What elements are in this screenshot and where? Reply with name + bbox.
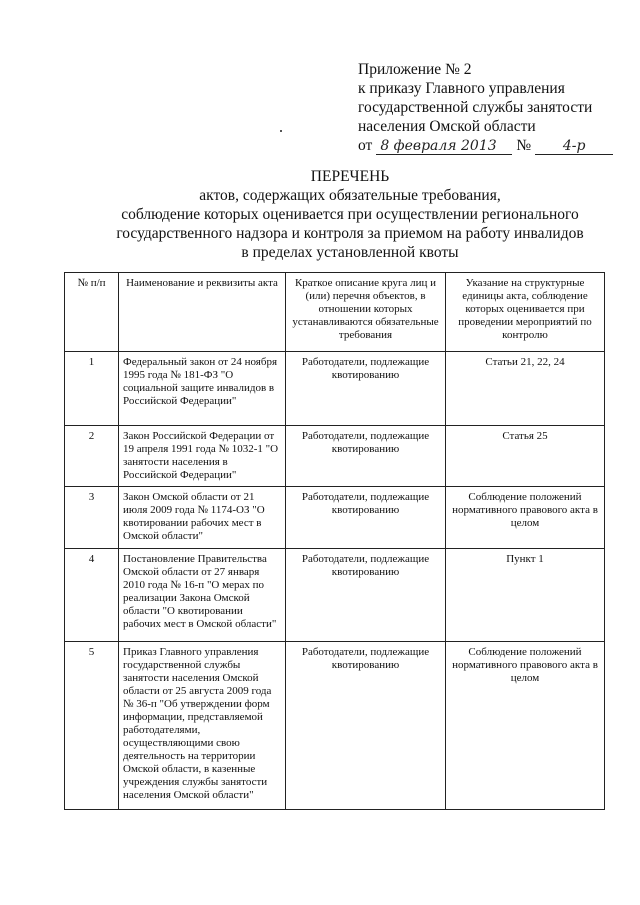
- appendix-number: Приложение № 2: [358, 61, 472, 78]
- table-row: [65, 549, 605, 642]
- stray-mark: [280, 130, 282, 132]
- handwritten-date: 8 февраля 2013: [376, 138, 512, 155]
- row-units: Статья 25: [446, 426, 605, 487]
- table-row: [65, 352, 605, 426]
- row-units: Статьи 21, 22, 24: [446, 352, 605, 426]
- appendix-region-line: населения Омской области: [358, 118, 536, 135]
- row-units: Соблюдение положений нормативного правового акта в целом: [446, 642, 605, 810]
- row-number: 2: [65, 426, 119, 487]
- appendix-header: [358, 60, 628, 155]
- row-act: Закон Омской области от 21 июля 2009 года № 1174-ОЗ "О квотировании рабочих мест в Омской области": [119, 487, 286, 549]
- row-number: 3: [65, 487, 119, 549]
- title-line-3: государственного надзора и контроля за приемом на работу инвалидов: [116, 225, 584, 242]
- row-subjects: Работодатели, подлежащие квотированию: [286, 352, 446, 426]
- row-act: Приказ Главного управления государственной службы занятости населения Омской области от 25 августа 2009 года № 36-п "Об утверждении форм информации, представляемой работодателями, осуществляющими свою деятельность на территории Омской области, в казенные учреждения службы занятости населения Омской области": [119, 642, 286, 810]
- order-date-line: [358, 136, 628, 155]
- title-line-2: соблюдение которых оценивается при осуществлении регионального: [121, 206, 579, 223]
- header-number: № п/п: [65, 273, 119, 352]
- row-subjects: Работодатели, подлежащие квотированию: [286, 487, 446, 549]
- row-number: 5: [65, 642, 119, 810]
- appendix-order-line: к приказу Главного управления: [358, 80, 565, 97]
- row-units: Пункт 1: [446, 549, 605, 642]
- row-subjects: Работодатели, подлежащие квотированию: [286, 426, 446, 487]
- handwritten-number: 4-р: [535, 138, 613, 155]
- appendix-agency-line: государственной службы занятости: [358, 99, 593, 116]
- title-line-1: актов, содержащих обязательные требования,: [199, 187, 501, 204]
- header-act-name: Наименование и реквизиты акта: [119, 273, 286, 352]
- from-label: от: [358, 137, 373, 154]
- row-units: Соблюдение положений нормативного правового акта в целом: [446, 487, 605, 549]
- row-act: Федеральный закон от 24 ноября 1995 года № 181-ФЗ "О социальной защите инвалидов в Российской Федерации": [119, 352, 286, 426]
- row-act: Постановление Правительства Омской области от 27 января 2010 года № 16-п "О мерах по реализации Закона Омской области "О квотировании рабочих мест в Омской области": [119, 549, 286, 642]
- header-units: Указание на структурные единицы акта, соблюдение которых оценивается при проведении мероприятий по контролю: [446, 273, 605, 352]
- header-subjects: Краткое описание круга лиц и (или) перечня объектов, в отношении которых устанавливаются обязательные требования: [286, 273, 446, 352]
- table-header-row: [65, 273, 605, 352]
- row-number: 4: [65, 549, 119, 642]
- table-row: [65, 426, 605, 487]
- number-label: №: [516, 137, 532, 154]
- row-act: Закон Российской Федерации от 19 апреля 1991 года № 1032-1 "О занятости населения в Российской Федерации": [119, 426, 286, 487]
- row-number: 1: [65, 352, 119, 426]
- acts-table: [64, 272, 605, 810]
- row-subjects: Работодатели, подлежащие квотированию: [286, 549, 446, 642]
- table-row: [65, 642, 605, 810]
- document-title: [60, 167, 640, 262]
- row-subjects: Работодатели, подлежащие квотированию: [286, 642, 446, 810]
- table-row: [65, 487, 605, 549]
- title-heading: ПЕРЕЧЕНЬ: [310, 168, 390, 185]
- title-line-4: в пределах установленной квоты: [241, 244, 459, 261]
